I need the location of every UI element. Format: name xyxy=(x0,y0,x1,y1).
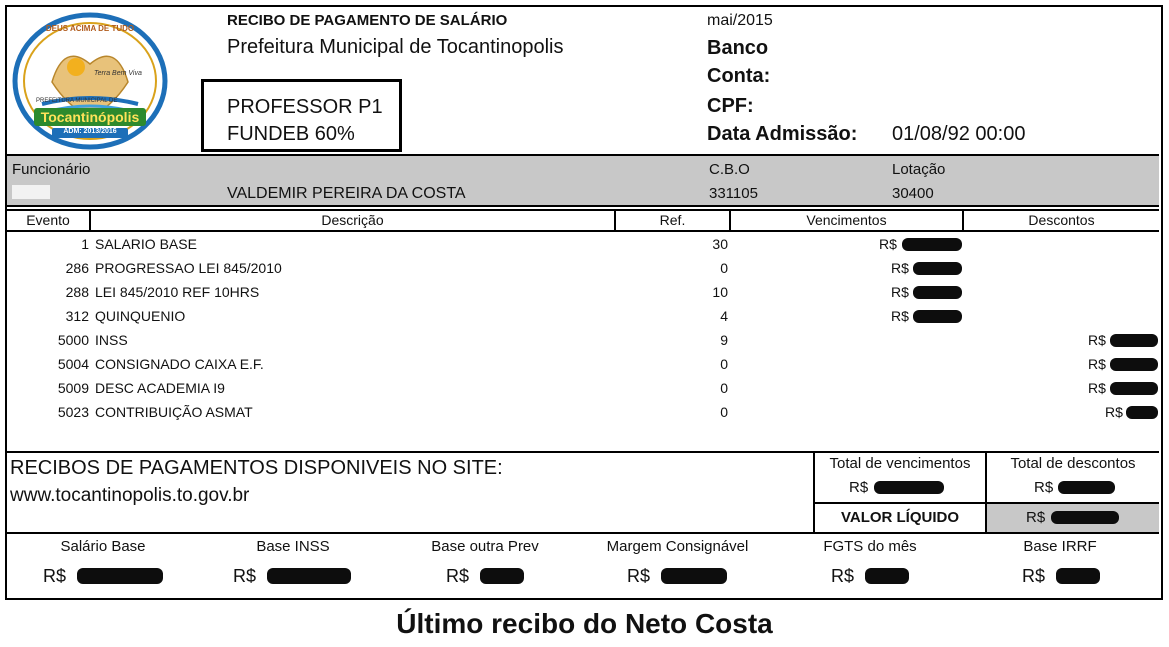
event-ref: 0 xyxy=(720,356,728,372)
employee-name: VALDEMIR PEREIRA DA COSTA xyxy=(227,185,466,202)
base-label: Base IRRF xyxy=(1023,538,1097,555)
col-descricao: Descrição xyxy=(321,212,384,228)
redacted-value xyxy=(1110,358,1158,371)
event-venc: R$ xyxy=(879,236,897,252)
base-label: Salário Base xyxy=(60,538,146,555)
site-notice: RECIBOS DE PAGAMENTOS DISPONIVEIS NO SITE: xyxy=(10,457,503,479)
total-venc-value: R$ xyxy=(849,479,869,496)
admission-value: 01/08/92 00:00 xyxy=(892,123,1026,145)
redacted-value xyxy=(267,568,351,584)
redacted-value xyxy=(661,568,727,584)
caption: Último recibo do Neto Costa xyxy=(396,608,773,639)
event-discount: R$ xyxy=(1105,404,1123,420)
receipt-title: RECIBO DE PAGAMENTO DE SALÁRIO xyxy=(227,12,508,29)
employee-id-redacted xyxy=(12,185,50,199)
admission-label: Data Admissão: xyxy=(707,123,858,145)
employee-band xyxy=(7,155,1159,205)
col-ref: Ref. xyxy=(659,212,686,228)
redacted-value xyxy=(1126,406,1158,419)
redacted-value xyxy=(1056,568,1100,584)
event-code: 288 xyxy=(65,284,89,300)
redacted-value xyxy=(902,238,962,251)
event-desc: QUINQUENIO xyxy=(95,308,186,324)
redacted-value xyxy=(1058,481,1115,494)
event-ref: 0 xyxy=(720,380,728,396)
base-label: FGTS do mês xyxy=(823,538,917,555)
col-descontos: Descontos xyxy=(1028,212,1095,228)
net-value-label: VALOR LÍQUIDO xyxy=(840,509,960,526)
seal-arc-text: DEUS ACIMA DE TUDO xyxy=(45,24,135,33)
seal-motto: Terra Bem Viva xyxy=(94,70,142,77)
event-ref: 0 xyxy=(720,260,728,276)
event-desc: CONSIGNADO CAIXA E.F. xyxy=(95,356,264,372)
event-code: 5000 xyxy=(57,332,89,348)
event-desc: LEI 845/2010 REF 10HRS xyxy=(95,284,260,300)
event-desc: PROGRESSAO LEI 845/2010 xyxy=(95,260,282,276)
employer-name: Prefeitura Municipal de Tocantinopolis xyxy=(227,36,564,58)
base-value: R$ xyxy=(446,566,470,586)
event-ref: 30 xyxy=(712,236,728,252)
event-code: 5004 xyxy=(57,356,89,372)
col-evento: Evento xyxy=(26,212,70,228)
event-desc: SALARIO BASE xyxy=(95,236,197,252)
redacted-value xyxy=(1110,382,1158,395)
redacted-value xyxy=(913,262,962,275)
total-desc-value: R$ xyxy=(1034,479,1054,496)
base-label: Base INSS xyxy=(256,538,330,555)
event-venc: R$ xyxy=(891,308,909,324)
reference-month: mai/2015 xyxy=(707,12,773,29)
lotacao-label: Lotação xyxy=(892,161,946,178)
redacted-value xyxy=(77,568,163,584)
total-desc-label: Total de descontos xyxy=(1010,455,1136,472)
cbo-label: C.B.O xyxy=(709,161,750,178)
employee-label: Funcionário xyxy=(12,161,91,178)
event-venc: R$ xyxy=(891,260,909,276)
col-vencimentos: Vencimentos xyxy=(806,212,887,228)
base-label: Margem Consignável xyxy=(606,538,749,555)
event-desc: INSS xyxy=(95,332,128,348)
event-desc: CONTRIBUIÇÃO ASMAT xyxy=(95,404,253,420)
event-discount: R$ xyxy=(1088,356,1106,372)
cpf-label: CPF: xyxy=(707,95,754,117)
site-url[interactable]: www.tocantinopolis.to.gov.br xyxy=(10,485,250,506)
base-value: R$ xyxy=(233,566,257,586)
event-code: 1 xyxy=(81,236,89,252)
role-title: PROFESSOR P1 xyxy=(227,96,383,118)
total-venc-label: Total de vencimentos xyxy=(829,455,971,472)
event-ref: 9 xyxy=(720,332,728,348)
redacted-value xyxy=(913,286,962,299)
event-venc: R$ xyxy=(891,284,909,300)
base-value: R$ xyxy=(627,566,651,586)
event-ref: 0 xyxy=(720,404,728,420)
lotacao-value: 30400 xyxy=(892,185,934,202)
base-label: Base outra Prev xyxy=(431,538,539,555)
seal-adm: ADM: 2013/2016 xyxy=(63,128,117,135)
net-value: R$ xyxy=(1026,509,1046,526)
cbo-value: 331105 xyxy=(709,185,758,202)
event-ref: 4 xyxy=(720,308,728,324)
base-value: R$ xyxy=(831,566,855,586)
event-discount: R$ xyxy=(1088,380,1106,396)
account-label: Conta: xyxy=(707,65,771,87)
redacted-value xyxy=(913,310,962,323)
event-ref: 10 xyxy=(712,284,728,300)
role-fund: FUNDEB 60% xyxy=(227,123,355,145)
event-code: 5009 xyxy=(57,380,89,396)
municipality-seal xyxy=(12,12,168,150)
seal-name: Tocantinópolis xyxy=(40,109,140,125)
seal-small-text: PREFEITURA MUNICIPAL DE xyxy=(36,98,118,104)
redacted-value xyxy=(865,568,909,584)
redacted-value xyxy=(1051,511,1119,524)
bank-label: Banco xyxy=(707,37,769,59)
event-code: 5023 xyxy=(57,404,89,420)
redacted-value xyxy=(874,481,944,494)
event-desc: DESC ACADEMIA I9 xyxy=(95,380,225,396)
event-code: 286 xyxy=(65,260,89,276)
redacted-value xyxy=(480,568,524,584)
base-value: R$ xyxy=(1022,566,1046,586)
base-value: R$ xyxy=(43,566,67,586)
event-code: 312 xyxy=(65,308,89,324)
event-discount: R$ xyxy=(1088,332,1106,348)
redacted-value xyxy=(1110,334,1158,347)
